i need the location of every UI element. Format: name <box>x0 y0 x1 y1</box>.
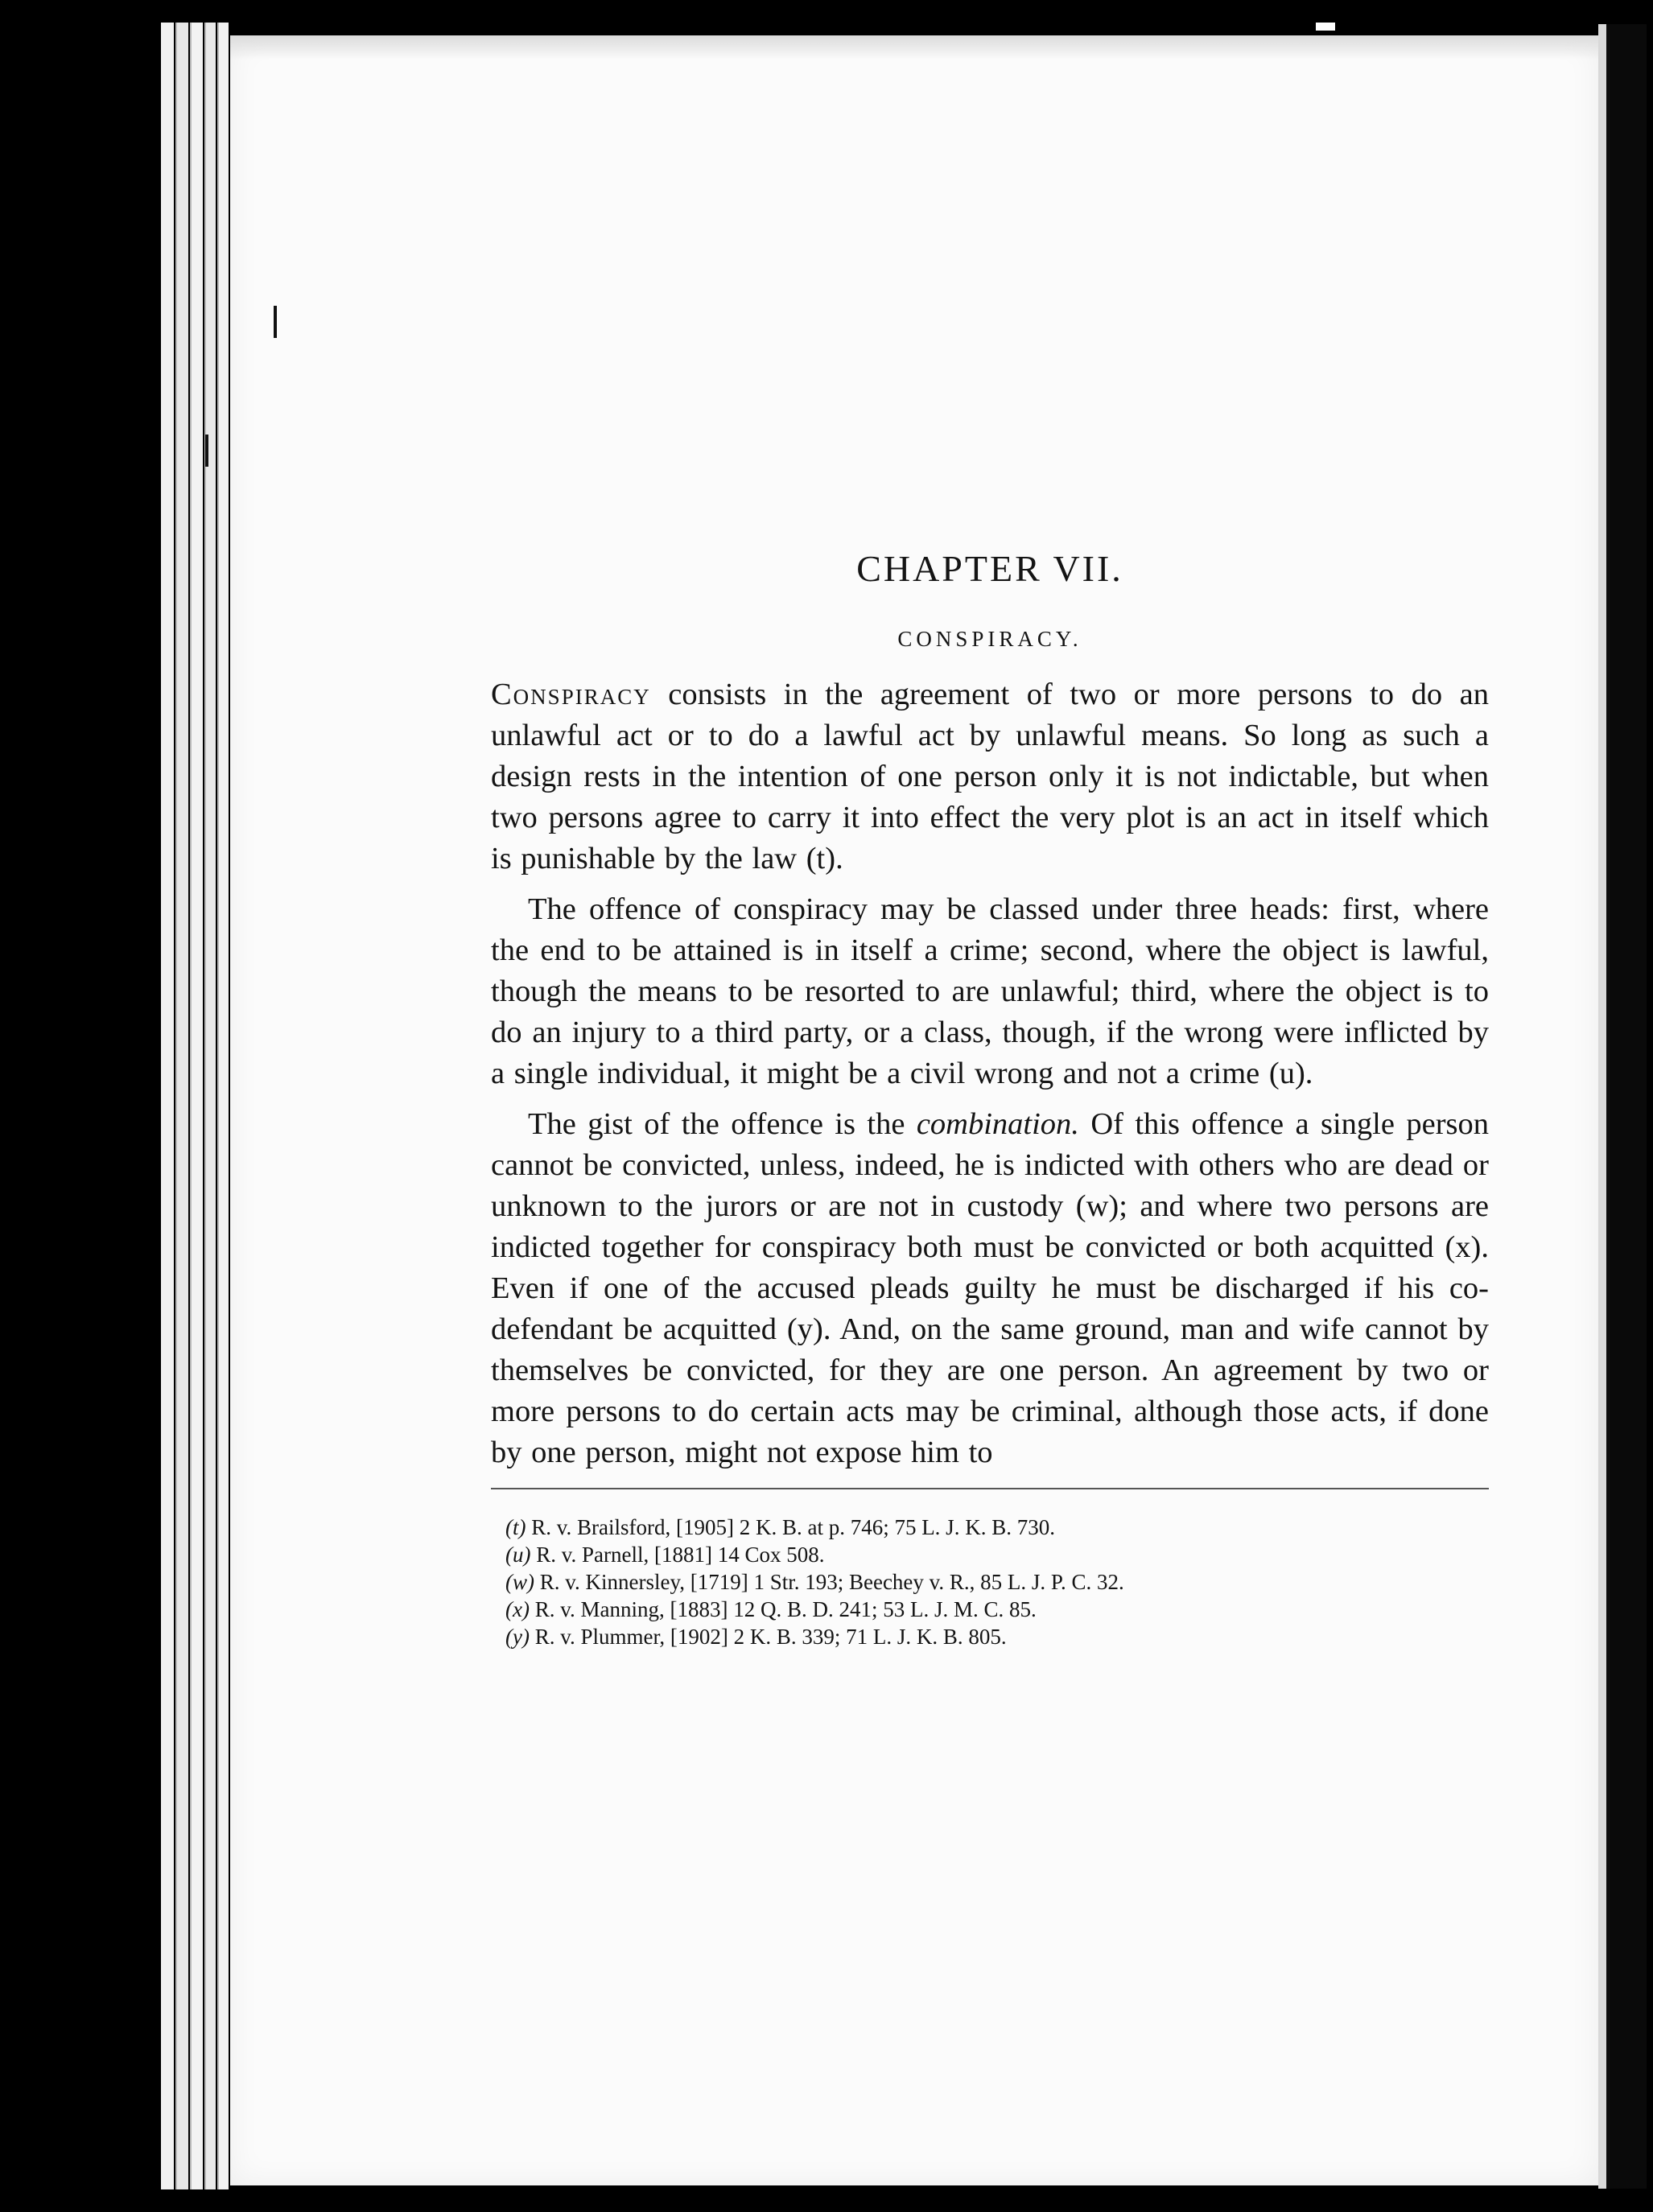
footnote <box>505 1514 1489 1541</box>
binding-edge <box>1598 24 1647 2189</box>
footnote-label: (u) <box>505 1543 531 1567</box>
page-edge-line <box>175 23 177 2189</box>
footnote-rule <box>491 1488 1489 1489</box>
footnote <box>505 1623 1489 1650</box>
paragraph-text: Of this offence a single person cannot be convicted, unless, indeed, he is indicted with others who are dead or unknown to the jurors or are not in custody (w); and where two persons are indicted together for conspiracy both must be convicted or both acquitted (x). Even if one of the accused pleads guilty he must be discharged if his co-defendant be acquitted (y). And, on the same ground, man and wife cannot by themselves be convicted, for they are one person. An agreement by two or more persons to do certain acts may be criminal, although those acts, if done by one person, might not expose him to <box>491 1107 1490 1469</box>
scan-speck <box>1316 23 1335 31</box>
page-edge <box>192 23 203 2189</box>
page-top-shadow <box>230 35 1598 60</box>
footnote <box>505 1568 1489 1596</box>
footnote-label: (t) <box>505 1515 526 1539</box>
page-edge-line <box>204 23 206 2189</box>
scan-speck <box>274 306 277 338</box>
footnote <box>505 1541 1489 1568</box>
emphasis-text: combination. <box>916 1107 1079 1141</box>
chapter-title: CHAPTER VII. <box>856 548 1123 589</box>
footnote-text: R. v. Plummer, [1902] 2 K. B. 339; 71 L. J. K. B. 805. <box>529 1625 1007 1649</box>
body-paragraph: The offence of conspiracy may be classed under three heads: first, where the end to be attained is in itself a crime; second, where the object is lawful, though the means to be resorted to are unlawful; third, where the object is to do an injury to a third party, or a class, though, if the wrong were inflicted by a single individual, it might be a civil wrong and not a crime (u). <box>491 892 1489 1090</box>
footnote-label: (y) <box>505 1625 530 1649</box>
footnote-text: R. v. Manning, [1883] 12 Q. B. D. 241; 53 L. J. M. C. 85. <box>529 1597 1037 1621</box>
scan-speck <box>205 435 208 467</box>
page-edge-line <box>217 23 219 2189</box>
footnote-text: R. v. Parnell, [1881] 14 Cox 508. <box>530 1543 825 1567</box>
footnote-label: (x) <box>505 1597 530 1621</box>
paragraph-text: consists in the agreement of two or more persons to do an unlawful act or to do a lawful act by unlawful means. So long as such a design rests in the intention of one person only it is not indictable, but when two persons agree to carry it into effect the very plot is an act in itself which is punishable by the law (t). <box>491 678 1489 875</box>
paragraph-text: The gist of the offence is the <box>528 1107 917 1141</box>
section-title: CONSPIRACY. <box>897 627 1082 651</box>
lead-word: Conspiracy <box>491 678 651 711</box>
page-content <box>491 531 1489 1650</box>
page-edge-line <box>190 23 192 2189</box>
footnote-text: R. v. Kinnersley, [1719] 1 Str. 193; Beechey v. R., 85 L. J. P. C. 32. <box>534 1570 1124 1594</box>
binding-strip <box>1598 24 1606 2189</box>
page-edge <box>161 23 174 2189</box>
body-paragraph <box>491 674 1489 879</box>
page-edge <box>177 23 188 2189</box>
footnote <box>505 1596 1489 1623</box>
page-edge <box>206 23 216 2189</box>
footnote-label: (w) <box>505 1570 534 1594</box>
body-paragraph <box>491 1104 1489 1473</box>
page-edge <box>219 23 229 2189</box>
footnote-text: R. v. Brailsford, [1905] 2 K. B. at p. 746; 75 L. J. K. B. 730. <box>526 1515 1055 1539</box>
